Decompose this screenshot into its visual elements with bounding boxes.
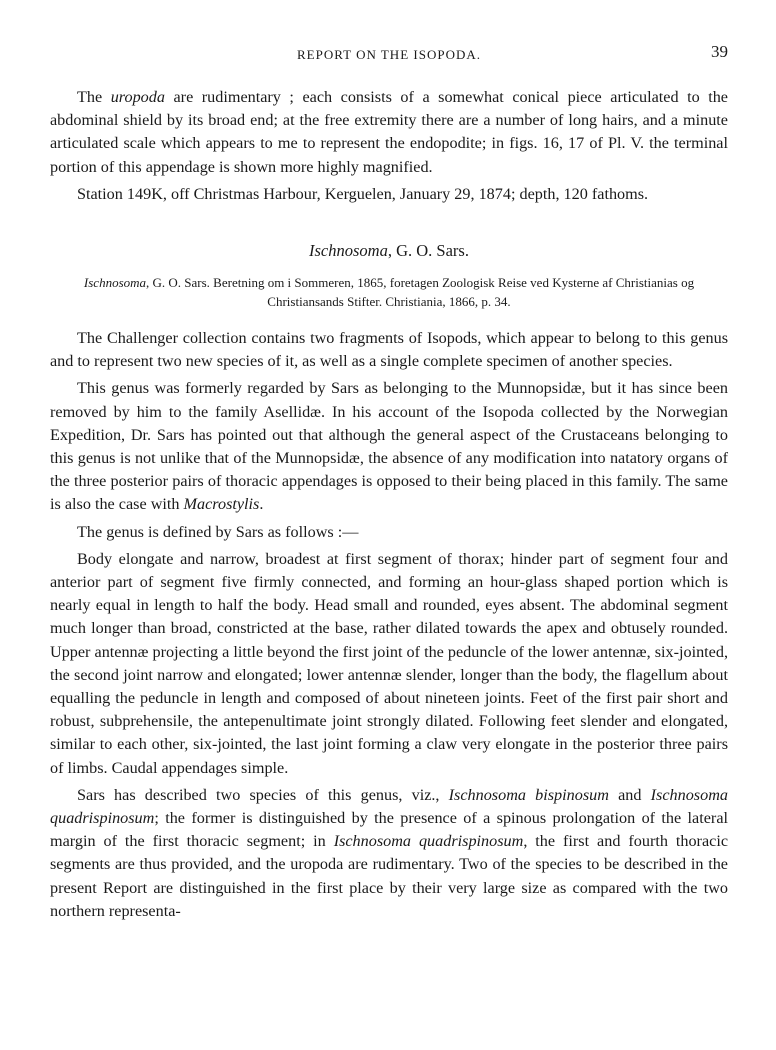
page-number: 39 <box>711 42 728 61</box>
running-head <box>50 40 728 66</box>
paragraph-definition-intro: The genus is defined by Sars as follows :— <box>77 522 359 541</box>
genus-heading: Ischnosoma, G. O. Sars. <box>309 241 469 261</box>
paragraph-uropoda: The uropoda are rudimentary ; each consists of a somewhat conical piece articulated to the abdominal shield by its broad end; at the free extremity there are a number of long hairs, and a minute articulated scale which appears to me to represent the endopodite; in figs. 16, 17 of Pl. V. the terminal portion of this appendage is shown more highly magnified. <box>50 88 728 176</box>
paragraph-challenger-collection: The Challenger collection contains two fragments of Isopods, which appear to belong to this genus and to represent two new species of it, as well as a single complete specimen of another species. <box>50 329 728 371</box>
running-title: REPORT ON THE ISOPODA. <box>297 47 481 62</box>
page <box>50 40 728 923</box>
paragraph-genus-history: This genus was formerly regarded by Sars as belonging to the Munnopsidæ, but it has since been removed by him to the family Asellidæ. In his account of the Isopoda collected by the Norwegian Expedition, Dr. Sars has pointed out that although the general aspect of the Crustaceans belonging to this genus is not unlike that of the Munnopsidæ, the absence of any modification into natatory organs of the three posterior pairs of thoracic appendages is opposed to their being placed in this family. The same is also the case with Macrostylis. <box>50 379 728 514</box>
paragraph-genus-definition: Body elongate and narrow, broadest at first segment of thorax; hinder part of segment four and anterior part of segment five firmly connected, and forming an hour-glass shaped portion which is nearly equal in length to half the body. Head small and rounded, eyes absent. The abdominal segment much longer than broad, constricted at the base, rather dilated towards the apex and obtusely rounded. Upper antennæ projecting a little beyond the first joint of the peduncle of the lower antennæ, six-jointed, the second joint narrow and elongated; lower antennæ slender, longer than the body, the flagellum about equalling the peduncle in length and composed of about nineteen joints. Feet of the first pair short and robust, subprehensile, the antepenultimate joint strongly dilated. Following feet slender and elongated, similar to each other, six-jointed, the last joint forming a claw very elongate in the posterior three pairs of limbs. Caudal appendages simple. <box>50 549 728 777</box>
paragraph-species: Sars has described two species of this genus, viz., Ischnosoma bispinosum and Ischnosoma quadrispinosum; the former is distinguished by the presence of a spinous prolongation of the lateral margin of the first thoracic segment; in Ischnosoma quadrispinosum, the first and fourth thoracic segments are thus provided, and the uropoda are rudimentary. Two of the species to be described in the present Report are distinguished in the first place by their very large size as compared with the two northern representa- <box>50 785 728 920</box>
paragraph-station: Station 149K, off Christmas Harbour, Kerguelen, January 29, 1874; depth, 120 fathoms. <box>77 184 649 203</box>
genus-citation: Ischnosoma, G. O. Sars. Beretning om i Sommeren, 1865, foretagen Zoologisk Reise ved Kysterne af Christianias og Christiansands Stifter. Christiania, 1866, p. 34. <box>83 275 695 310</box>
